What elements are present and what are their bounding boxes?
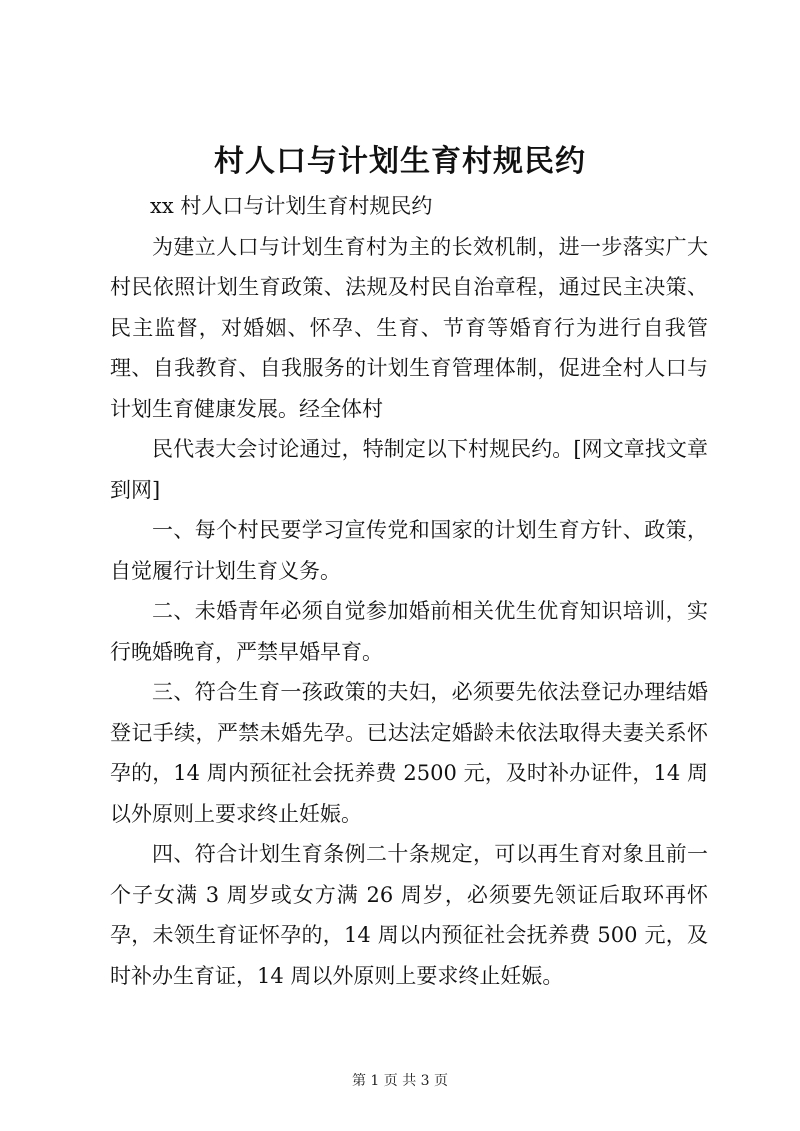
page-footer: 第 1 页 共 3 页 <box>351 1073 449 1089</box>
document-subtitle: xx 村人口与计划生育村规民约 <box>150 194 433 218</box>
paragraph-intro-continued: 民代表大会讨论通过，特制定以下村规民约。[网文章找文章到网] <box>110 437 708 502</box>
paragraph-rule-4: 四、符合计划生育条例二十条规定，可以再生育对象且前一个子女满 3 周岁或女方满 26 周岁，必须要先领证后取环再怀孕，未领生育证怀孕的，14 周以内预征社会抚养费 500 元，及时补办生育证，14 周以外原则上要求终止妊娠。 <box>110 842 708 988</box>
paragraph-rule-3: 三、符合生育一孩政策的夫妇，必须要先依法登记办理结婚登记手续，严禁未婚先孕。已达法定婚龄未依法取得夫妻关系怀孕的，14 周内预征社会抚养费 2500 元，及时补办证件，14 周以外原则上要求终止妊娠。 <box>110 680 708 826</box>
paragraph-rule-1: 一、每个村民要学习宣传党和国家的计划生育方针、政策，自觉履行计划生育义务。 <box>110 518 708 583</box>
document-title: 村人口与计划生育村规民约 <box>214 144 586 179</box>
paragraph-intro: 为建立人口与计划生育村为主的长效机制，进一步落实广大村民依照计划生育政策、法规及村民自治章程，通过民主决策、民主监督，对婚姻、怀孕、生育、节育等婚育行为进行自我管理、自我教育、自我服务的计划生育管理体制，促进全村人口与计划生育健康发展。经全体村 <box>110 234 708 421</box>
document-body <box>110 186 708 996</box>
paragraph-rule-2: 二、未婚青年必须自觉参加婚前相关优生优育知识培训，实行晚婚晚育，严禁早婚早育。 <box>110 599 708 664</box>
